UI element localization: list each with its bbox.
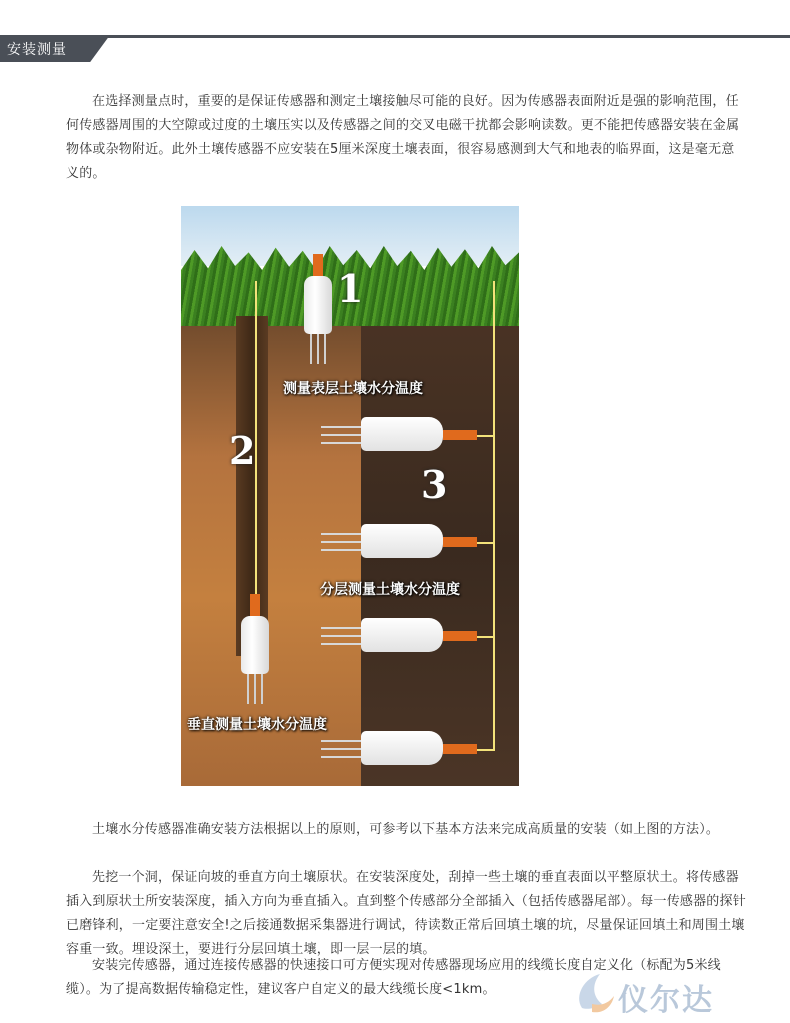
sensor-probe <box>324 334 326 364</box>
sensor-connector <box>443 537 477 547</box>
label-layered: 分层测量土壤水分温度 <box>320 582 460 598</box>
sensor-probe <box>321 643 361 645</box>
sensor-probe <box>321 627 361 629</box>
layered-sensor <box>361 731 443 765</box>
sensor-connector <box>443 430 477 440</box>
sensor-probe <box>247 674 249 704</box>
sensor-probe <box>321 541 361 543</box>
method-paragraph: 土壤水分传感器准确安装方法根据以上的原则，可参考以下基本方法来完成高质量的安装（如上图的方法）。 <box>92 822 720 837</box>
sensor-probe <box>261 674 263 704</box>
label-number-1: 1 <box>337 266 364 311</box>
sensor-probe <box>321 748 361 750</box>
sensor-probe <box>321 756 361 758</box>
surface-sensor <box>304 276 332 334</box>
layered-sensor <box>361 618 443 652</box>
header-rule <box>0 35 790 38</box>
label-vertical: 垂直测量土壤水分温度 <box>187 717 327 733</box>
sensor-probe <box>317 334 319 364</box>
sensor-probe <box>321 442 361 444</box>
procedure-paragraph: 先挖一个洞，保证向坡的垂直方向土壤原状。在安装深度处，刮掉一些土壤的垂直表面以平整原状土。将传感器插入到原状土所安装深度，插入方向为垂直插入。直到整个传感部分全部插入（包括传感器尾部）。每一传感器的探针已磨锋利，一定要注意安全!之后接通数据采集器进行调试，待读数正常后回填土壤的坑，尽量保证回填土和周围土壤容重一致。埋设深土，要进行分层回填土壤，即一层一层的填。 <box>66 870 746 957</box>
layered-sensor <box>361 524 443 558</box>
vertical-sensor <box>241 616 269 674</box>
sensor-connector <box>250 594 260 616</box>
sensor-probe <box>321 635 361 637</box>
intro-paragraph: 在选择测量点时，重要的是保证传感器和测定土壤接触尽可能的良好。因为传感器表面附近是强的影响范围，任何传感器周围的大空隙或过度的土壤压实以及传感器之间的交叉电磁干扰都会影响读数。更不能把传感器安装在金属物体或杂物附近。此外土壤传感器不应安装在5厘米深度土壤表面，很容易感测到大气和地表的临界面，这是毫无意义的。 <box>66 94 740 181</box>
label-number-2: 2 <box>229 428 256 473</box>
sensor-probe <box>254 674 256 704</box>
sensor-probe <box>310 334 312 364</box>
section-title: 安装测量 <box>7 42 67 58</box>
cable-paragraph: 安装完传感器，通过连接传感器的快速接口可方便实现对传感器现场应用的线缆长度自定义化（标配为5米线缆）。为了提高数据传输稳定性，建议客户自定义的最大线缆长度<1km。 <box>66 958 721 997</box>
sensor-connector <box>443 744 477 754</box>
label-surface: 测量表层土壤水分温度 <box>283 381 423 397</box>
layered-sensor <box>361 417 443 451</box>
sensor-probe <box>321 740 361 742</box>
sensor-probe <box>321 549 361 551</box>
brand-logo-text: 仪尔达 <box>618 983 714 1018</box>
label-number-3: 3 <box>421 462 448 507</box>
sensor-connector <box>313 254 323 276</box>
cable-vertical-right <box>493 281 495 751</box>
sensor-probe <box>321 434 361 436</box>
sensor-probe <box>321 533 361 535</box>
sensor-probe <box>321 426 361 428</box>
sensor-connector <box>443 631 477 641</box>
installation-illustration <box>181 206 519 786</box>
